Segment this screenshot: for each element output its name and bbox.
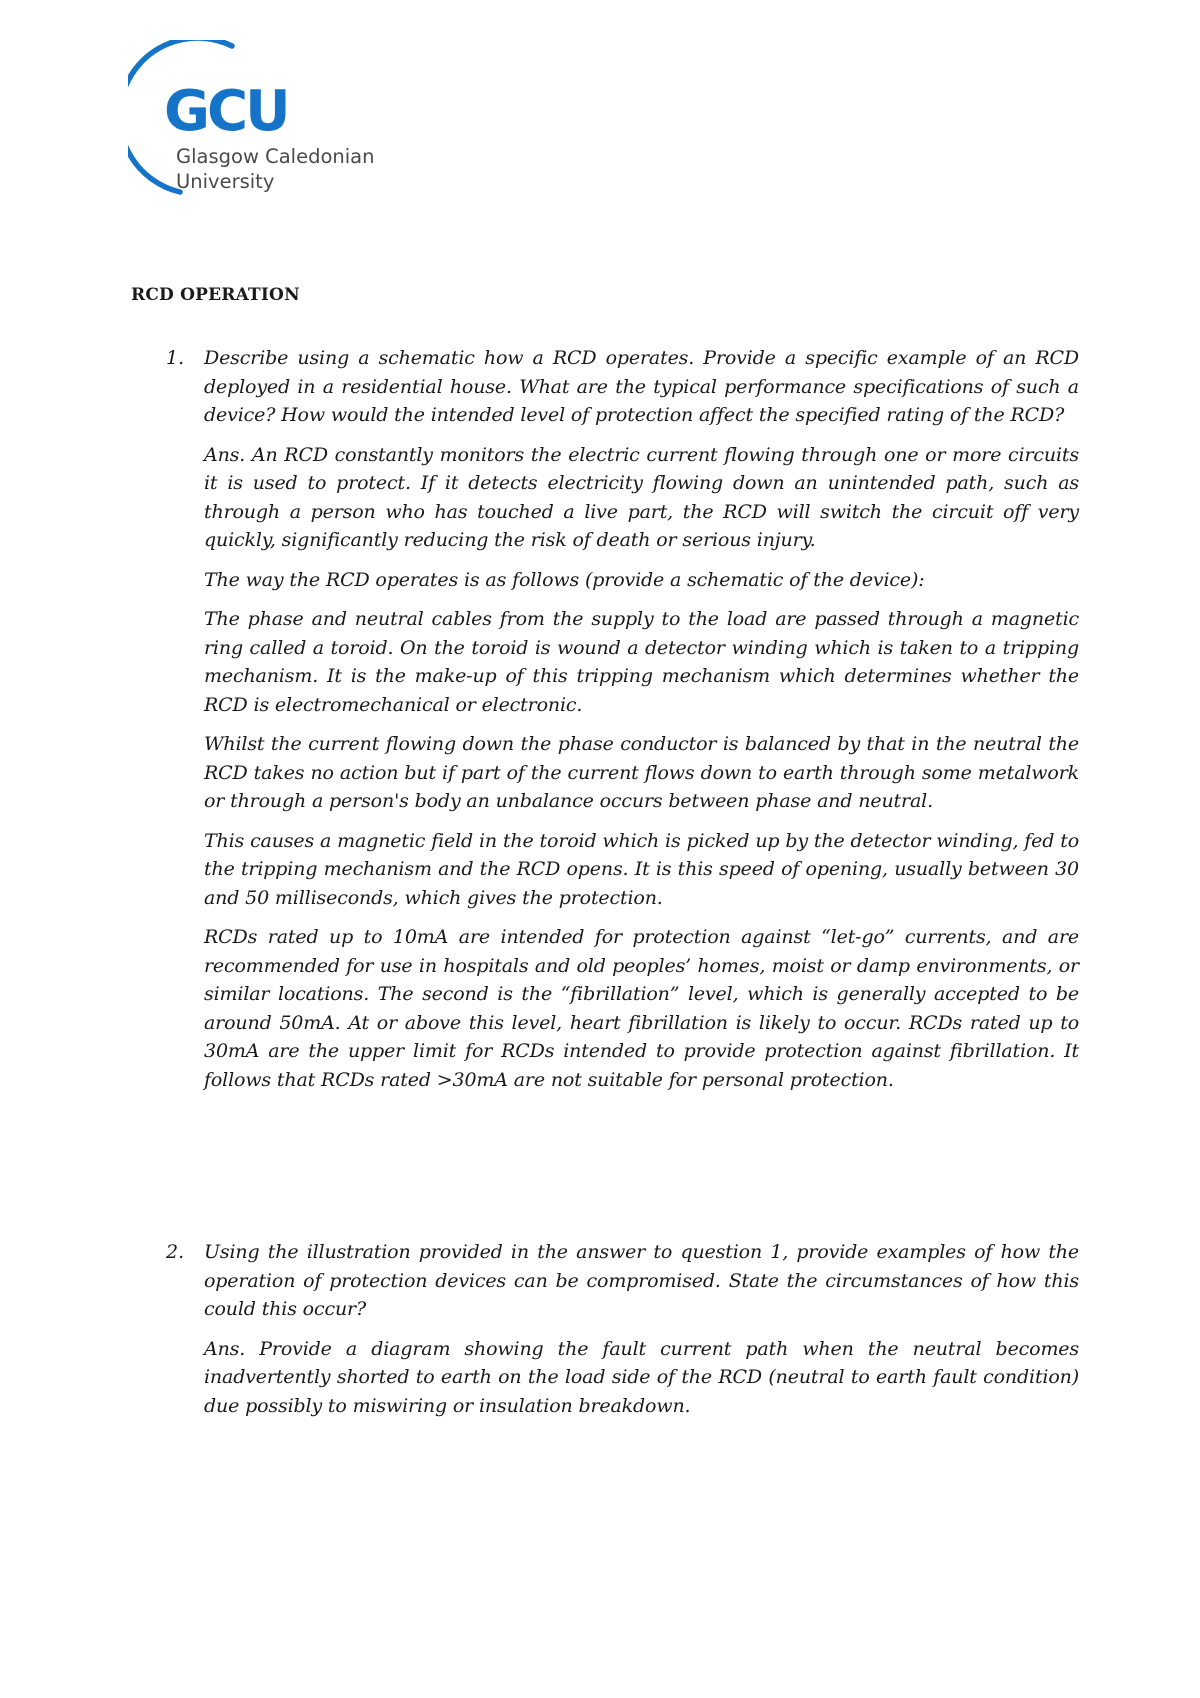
logo-name-line-1: Glasgow Caledonian [176,145,375,168]
gcu-logo [128,40,428,200]
question-text: Using the illustration provided in the answer to question 1, provide examples of how the operation of protection devices can be compromised. State the circumstances of how this could this occur? [204,1241,1079,1320]
answer-paragraph: This causes a magnetic field in the toroid which is picked up by the detector winding, fed to the tripping mechanism and the RCD opens. It is this speed of opening, usually between 30 and 50 milliseconds, which gives the protection. [204,829,1079,909]
question-text: Describe using a schematic how a RCD operates. Provide a specific example of an RCD deployed in a residential house. What are the typical performance specifications of such a device? How would the intended level of protection affect the specified rating of the RCD? [204,347,1079,426]
question-1 [131,344,1079,1094]
answer-paragraph: Ans. An RCD constantly monitors the electric current flowing through one or more circuits it is used to protect. If it detects electricity flowing down an unintended path, such as through a person who has touched a live part, the RCD will switch the circuit off very quickly, significantly reducing the risk of death or serious injury. [204,443,1079,551]
answer-paragraph: RCDs rated up to 10mA are intended for protection against “let-go” currents, and are recommended for use in hospitals and old peoples’ homes, moist or damp environments, or similar locations. The second is the “fibrillation” level, which is generally accepted to be around 50mA. At or above this level, heart fibrillation is likely to occur. RCDs rated up to 30mA are the upper limit for RCDs intended to provide protection against fibrillation. It follows that RCDs rated >30mA are not suitable for personal protection. [204,926,1079,1091]
question-number: 1. [166,347,185,369]
question-2 [131,1238,1079,1420]
question-body [204,1238,1079,1420]
answer-paragraph: The phase and neutral cables from the supply to the load are passed through a magnetic ring called a toroid. On the toroid is wound a detector winding which is taken to a tripping mechanism. It is the make-up of this tripping mechanism which determines whether the RCD is electromechanical or electronic. [204,608,1079,716]
answer-paragraph: The way the RCD operates is as follows (provide a schematic of the device): [204,568,925,591]
logo-abbreviation: GCU [164,79,288,144]
page-title: RCD OPERATION [131,285,300,305]
question-number: 2. [166,1241,185,1263]
logo-university-name [176,144,374,194]
answer-paragraph: Ans. Provide a diagram showing the fault current path when the neutral becomes inadvertently shorted to earth on the load side of the RCD (neutral to earth fault condition) due possibly to miswiring or insulation breakdown. [204,1337,1079,1417]
answer-paragraph: Whilst the current flowing down the phase conductor is balanced by that in the neutral the RCD takes no action but if part of the current flows down to earth through some metalwork or through a person's body an unbalance occurs between phase and neutral. [204,733,1079,812]
logo-name-line-2: University [176,170,275,193]
question-body [204,344,1079,1094]
